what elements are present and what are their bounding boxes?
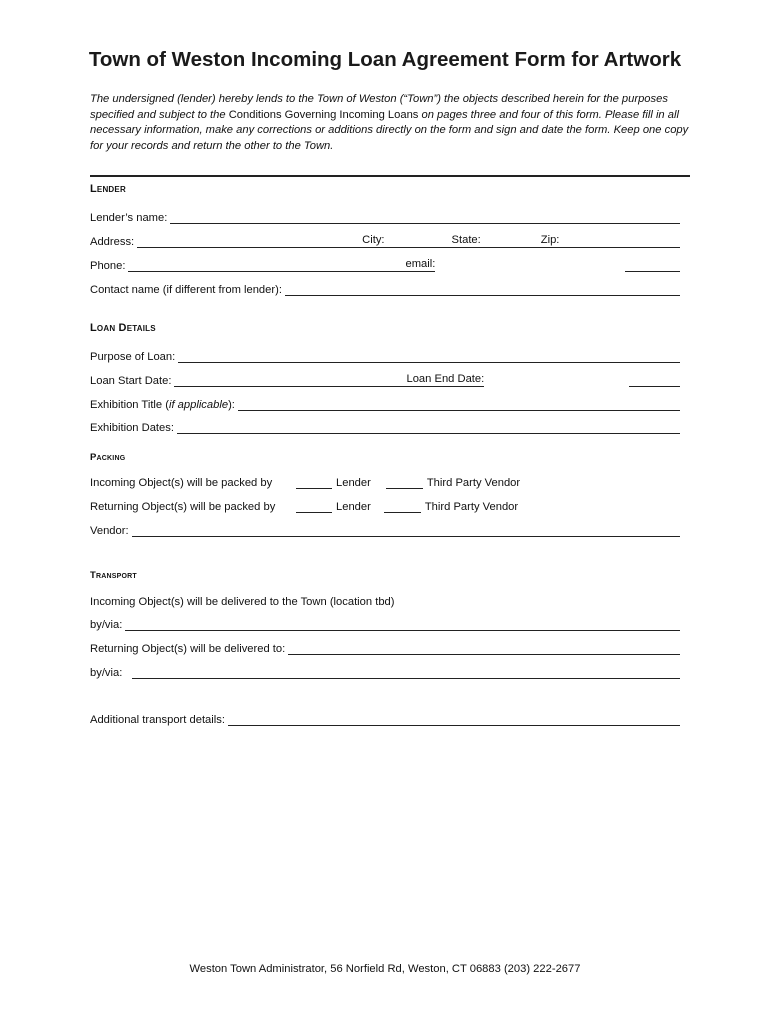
loan-start-label: Loan Start Date: (90, 375, 172, 387)
vendor-field[interactable] (90, 521, 680, 537)
city-input-line[interactable] (385, 234, 452, 248)
intro-text-2: on pages three and four of this form. Please fill in all necessary information, make any corrections or additions directly on the form and sign and date the form. Keep one copy for your records and return the other to the Town. (90, 108, 689, 153)
lender-name-field[interactable] (90, 208, 680, 224)
exhibition-title-label-b: if applicable (168, 399, 229, 411)
zip-label: Zip: (540, 234, 560, 246)
footer-address: Weston Town Administrator, 56 Norfield Rd, Weston, CT 06883 (203) 222-2677 (189, 963, 581, 975)
exhibition-title-label (90, 399, 238, 411)
transport-heading: Transport (90, 570, 137, 581)
email-label: email: (405, 258, 436, 270)
returning-packing-row (90, 497, 680, 513)
incoming-transport-label: Incoming Object(s) will be delivered to the Town (location tbd) (90, 596, 395, 608)
purpose-input-line[interactable] (178, 349, 680, 363)
incoming-byvia-label: by/via: (90, 619, 123, 631)
returning-byvia-label: by/via: (90, 667, 123, 679)
vendor-input-line[interactable] (132, 523, 680, 537)
additional-transport-input-line[interactable] (228, 712, 680, 726)
returning-packing-label: Returning Object(s) will be packed by (90, 501, 276, 513)
contact-label: Contact name (if different from lender): (90, 284, 282, 296)
email-blank-gap (435, 259, 625, 272)
returning-byvia-field[interactable] (90, 663, 680, 679)
returning-byvia-input-line[interactable] (132, 665, 680, 679)
address-label: Address: (90, 236, 135, 248)
packing-heading: Packing (90, 452, 126, 463)
contact-input-line[interactable] (285, 282, 680, 296)
returning-vendor-option: Third Party Vendor (424, 501, 519, 513)
exhibition-dates-field[interactable] (90, 418, 680, 434)
email-input-line[interactable] (625, 258, 680, 272)
address-input-line[interactable] (137, 234, 362, 248)
returning-delivery-label: Returning Object(s) will be delivered to: (90, 643, 286, 655)
incoming-lender-option: Lender (336, 477, 371, 489)
exhibition-title-field[interactable] (90, 395, 680, 411)
phone-row (90, 256, 680, 272)
city-label: City: (362, 234, 385, 246)
intro-paragraph (90, 92, 690, 155)
exhibition-dates-input-line[interactable] (177, 420, 680, 434)
section-divider (90, 175, 690, 177)
returning-delivery-input-line[interactable] (288, 641, 680, 655)
phone-input-line[interactable] (128, 258, 405, 272)
additional-transport-field[interactable] (90, 710, 680, 726)
intro-text-1: The undersigned (lender) hereby lends to the Town of Weston (“Town”) the objects described herein for the purposes specified and subject to the (90, 93, 668, 121)
returning-vendor-blank[interactable] (384, 499, 421, 513)
lender-name-label: Lender’s name: (90, 212, 168, 224)
state-input-line[interactable] (481, 234, 541, 248)
loan-end-input-line[interactable] (629, 373, 680, 387)
loan-start-input-line[interactable] (174, 373, 406, 387)
returning-delivery-field[interactable] (90, 639, 680, 655)
incoming-packing-row (90, 473, 680, 489)
exhibition-title-input-line[interactable] (238, 397, 680, 411)
zip-input-line[interactable] (559, 234, 680, 248)
loan-end-label: Loan End Date: (406, 373, 485, 385)
intro-conditions-link-text: Conditions Governing Incoming Loans (228, 108, 419, 121)
exhibition-title-label-a: Exhibition Title ( (90, 399, 169, 411)
incoming-transport-text (90, 592, 680, 608)
incoming-byvia-field[interactable] (90, 615, 680, 631)
exhibition-title-label-c: ): (228, 399, 235, 411)
incoming-vendor-blank[interactable] (386, 475, 423, 489)
incoming-vendor-option: Third Party Vendor (426, 477, 521, 489)
loan-details-heading: Loan Details (90, 322, 156, 334)
address-row (90, 232, 680, 248)
returning-lender-option: Lender (336, 501, 371, 513)
state-label: State: (451, 234, 481, 246)
vendor-label: Vendor: (90, 525, 129, 537)
loan-dates-row (90, 371, 680, 387)
incoming-packing-label: Incoming Object(s) will be packed by (90, 477, 273, 489)
exhibition-dates-label: Exhibition Dates: (90, 422, 174, 434)
lender-name-input-line[interactable] (170, 210, 680, 224)
incoming-byvia-input-line[interactable] (125, 617, 680, 631)
contact-field[interactable] (90, 280, 680, 296)
purpose-field[interactable] (90, 347, 680, 363)
lender-heading: Lender (90, 183, 126, 195)
returning-lender-blank[interactable] (296, 499, 332, 513)
purpose-label: Purpose of Loan: (90, 351, 176, 363)
phone-label: Phone: (90, 260, 126, 272)
additional-transport-label: Additional transport details: (90, 714, 225, 726)
form-title: Town of Weston Incoming Loan Agreement Form for Artwork (88, 48, 682, 71)
incoming-lender-blank[interactable] (296, 475, 332, 489)
loan-end-blank-gap (484, 374, 629, 387)
